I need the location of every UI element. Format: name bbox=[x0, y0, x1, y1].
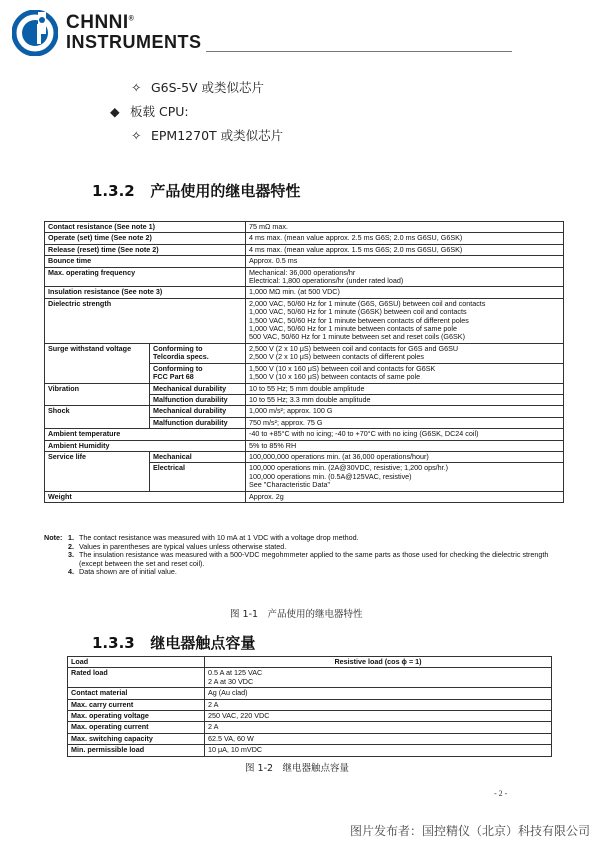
load-value-cell: Ag (Au clad) bbox=[205, 688, 552, 699]
spec-label-cell: Release (reset) time (See note 2) bbox=[45, 244, 246, 255]
table-row bbox=[68, 711, 552, 722]
bullet-item: ✧ G6S-5V 或类似芯片 bbox=[131, 80, 265, 95]
spec-sublabel-cell: Malfunction durability bbox=[150, 417, 246, 428]
table-row bbox=[45, 451, 564, 462]
bullet-item: ◆ 板载 CPU: bbox=[110, 104, 189, 119]
table-row bbox=[45, 343, 564, 363]
note-number: 4. bbox=[68, 567, 74, 577]
spec-value-cell: Approx. 0.5 ms bbox=[246, 256, 564, 267]
figure-caption: 图 1-2 继电器触点容量 bbox=[245, 763, 350, 774]
spec-label-cell: Operate (set) time (See note 2) bbox=[45, 233, 246, 244]
table-row bbox=[45, 244, 564, 255]
table-row bbox=[68, 699, 552, 710]
spec-label-cell: Vibration bbox=[45, 383, 150, 406]
table-row bbox=[45, 256, 564, 267]
spec-value-cell: 5% to 85% RH bbox=[246, 440, 564, 451]
spec-value-cell: 1,500 V (10 x 160 μS) between coil and contacts for G6SK 1,500 V (10 x 160 μS) between contacts of same pole bbox=[246, 363, 564, 383]
spec-label-cell: Shock bbox=[45, 406, 150, 429]
load-label-cell: Max. operating current bbox=[68, 722, 205, 733]
spec-value-cell: Approx. 2g bbox=[246, 491, 564, 502]
spec-value-cell: -40 to +85°C with no icing; -40 to +70°C with no icing (G6SK, DC24 coil) bbox=[246, 429, 564, 440]
logo-text-instruments: INSTRUMENTS bbox=[66, 32, 202, 52]
table-row bbox=[45, 383, 564, 394]
logo-text-chnni: CHNNI® bbox=[66, 12, 135, 33]
spec-value-cell: 2,500 V (2 x 10 μS) between coil and contacts for G6S and G6SU 2,500 V (2 x 10 μS) between contacts of different poles bbox=[246, 343, 564, 363]
spec-label-cell: Ambient temperature bbox=[45, 429, 246, 440]
load-label-cell: Max. carry current bbox=[68, 699, 205, 710]
load-label-cell: Max. switching capacity bbox=[68, 733, 205, 744]
table-row bbox=[45, 440, 564, 451]
bullet-item: ✧ EPM1270T 或类似芯片 bbox=[131, 128, 284, 143]
footer-credit: 图片发布者：国控精仪（北京）科技有限公司 bbox=[349, 824, 590, 838]
section-heading: 1.3.3 继电器触点容量 bbox=[92, 634, 256, 652]
table-row bbox=[68, 745, 552, 756]
load-label-cell: Load bbox=[68, 657, 205, 668]
table-header-row bbox=[68, 657, 552, 668]
note-heading bbox=[44, 551, 68, 568]
note-heading bbox=[44, 543, 68, 552]
spec-value-cell: 100,000,000 operations min. (at 36,000 operations/hour) bbox=[246, 451, 564, 462]
note-heading bbox=[44, 568, 68, 577]
spec-label-cell: Ambient Humidity bbox=[45, 440, 246, 451]
figure-caption: 图 1-1 产品使用的继电器特性 bbox=[230, 609, 363, 620]
table-row bbox=[45, 287, 564, 298]
spec-label-cell: Weight bbox=[45, 491, 246, 502]
spec-value-cell: 2,000 VAC, 50/60 Hz for 1 minute (G6S, G6SU) between coil and contacts 1,000 VAC, 50/60 Hz for 1 minute (G6SK) between coil and contacts 1,500 VAC, 50/60 Hz for 1 minute between contacts of different poles 1,000 VAC, 50/60 Hz for 1 minute between contacts of same pole 500 VAC, 50/60 Hz for 1 minute between set and reset coils (G6SK) bbox=[246, 298, 564, 343]
note-heading: Note: bbox=[44, 533, 63, 542]
header-divider bbox=[206, 51, 512, 52]
spec-label-cell: Contact resistance (See note 1) bbox=[45, 222, 246, 233]
spec-value-cell: 1,000 m/s²; approx. 100 G bbox=[246, 406, 564, 417]
note-text: Data shown are of initial value. bbox=[79, 567, 177, 577]
spec-label-cell: Insulation resistance (See note 3) bbox=[45, 287, 246, 298]
table-row bbox=[45, 267, 564, 287]
note-text: The contact resistance was measured with 10 mA at 1 VDC with a voltage drop method. bbox=[79, 533, 359, 542]
spec-label-cell: Max. operating frequency bbox=[45, 267, 246, 287]
load-value-cell: 0.5 A at 125 VAC 2 A at 30 VDC bbox=[205, 668, 552, 688]
spec-value-cell: 75 mΩ max. bbox=[246, 222, 564, 233]
spec-value-cell: 10 to 55 Hz; 3.3 mm double amplitude bbox=[246, 394, 564, 405]
spec-value-cell: 100,000 operations min. (2A@30VDC, resistive; 1,200 ops/hr.) 100,000 operations min. (0.5A@125VAC, resistive) See "Characteristic Data" bbox=[246, 463, 564, 491]
load-value-cell: 250 VAC, 220 VDC bbox=[205, 711, 552, 722]
load-label-cell: Min. permissible load bbox=[68, 745, 205, 756]
table-row bbox=[45, 429, 564, 440]
spec-sublabel-cell: Conforming to FCC Part 68 bbox=[150, 363, 246, 383]
table-row bbox=[68, 722, 552, 733]
load-value-cell: 2 A bbox=[205, 722, 552, 733]
hollow-star-bullet-icon: ✧ bbox=[131, 128, 142, 143]
spec-value-cell: 4 ms max. (mean value approx. 2.5 ms G6S; 2.0 ms G6SU, G6SK) bbox=[246, 233, 564, 244]
spec-value-cell: 1,000 MΩ min. (at 500 VDC) bbox=[246, 287, 564, 298]
table-row bbox=[45, 406, 564, 417]
table-row bbox=[45, 233, 564, 244]
spec-sublabel-cell: Conforming to Telcordia specs. bbox=[150, 343, 246, 363]
diamond-bullet-icon: ◆ bbox=[110, 104, 120, 119]
contact-load-table bbox=[67, 656, 552, 757]
spec-value-cell: 4 ms max. (mean value approx. 1.5 ms G6S; 2.0 ms G6SU, G6SK) bbox=[246, 244, 564, 255]
spec-sublabel-cell: Electrical bbox=[150, 463, 246, 491]
note-number: 2. bbox=[68, 541, 74, 551]
table-row bbox=[68, 668, 552, 688]
note-number: 1. bbox=[68, 533, 74, 542]
table-row bbox=[68, 733, 552, 744]
company-logo bbox=[12, 10, 222, 56]
spec-sublabel-cell: Mechanical durability bbox=[150, 383, 246, 394]
spec-value-cell: 10 to 55 Hz; 5 mm double amplitude bbox=[246, 383, 564, 394]
spec-sublabel-cell: Malfunction durability bbox=[150, 394, 246, 405]
section-heading: 1.3.2 产品使用的继电器特性 bbox=[92, 182, 301, 200]
spec-value-cell: 750 m/s²; approx. 75 G bbox=[246, 417, 564, 428]
chnni-ci-logo-icon bbox=[12, 10, 58, 56]
note-number: 3. bbox=[68, 550, 74, 560]
spec-sublabel-cell: Mechanical durability bbox=[150, 406, 246, 417]
table-row bbox=[45, 491, 564, 502]
note-text: Values in parentheses are typical values unless otherwise stated. bbox=[79, 541, 287, 551]
load-value-cell: Resistive load (cos ϕ = 1) bbox=[205, 657, 552, 668]
load-value-cell: 10 μA, 10 mVDC bbox=[205, 745, 552, 756]
notes-block bbox=[44, 534, 564, 577]
spec-label-cell: Dielectric strength bbox=[45, 298, 246, 343]
spec-sublabel-cell: Mechanical bbox=[150, 451, 246, 462]
table-row bbox=[68, 688, 552, 699]
load-label-cell: Rated load bbox=[68, 668, 205, 688]
table-row bbox=[45, 298, 564, 343]
hollow-star-bullet-icon: ✧ bbox=[131, 80, 142, 95]
load-value-cell: 62.5 VA, 60 W bbox=[205, 733, 552, 744]
spec-label-cell: Service life bbox=[45, 451, 150, 491]
page-number: - 2 - bbox=[494, 789, 508, 798]
table-row bbox=[45, 222, 564, 233]
note-text: The insulation resistance was measured with a 500-VDC megohmmeter applied to the same parts as those used for checking the dielectric strength (except between the set and reset coil). bbox=[79, 550, 549, 568]
spec-label-cell: Bounce time bbox=[45, 256, 246, 267]
spec-value-cell: Mechanical: 36,000 operations/hr Electrical: 1,800 operations/hr (under rated load) bbox=[246, 267, 564, 287]
load-label-cell: Max. operating voltage bbox=[68, 711, 205, 722]
note-item bbox=[44, 568, 564, 577]
note-item bbox=[44, 551, 564, 568]
load-label-cell: Contact material bbox=[68, 688, 205, 699]
load-value-cell: 2 A bbox=[205, 699, 552, 710]
relay-spec-table bbox=[44, 221, 564, 503]
spec-label-cell: Surge withstand voltage bbox=[45, 343, 150, 383]
